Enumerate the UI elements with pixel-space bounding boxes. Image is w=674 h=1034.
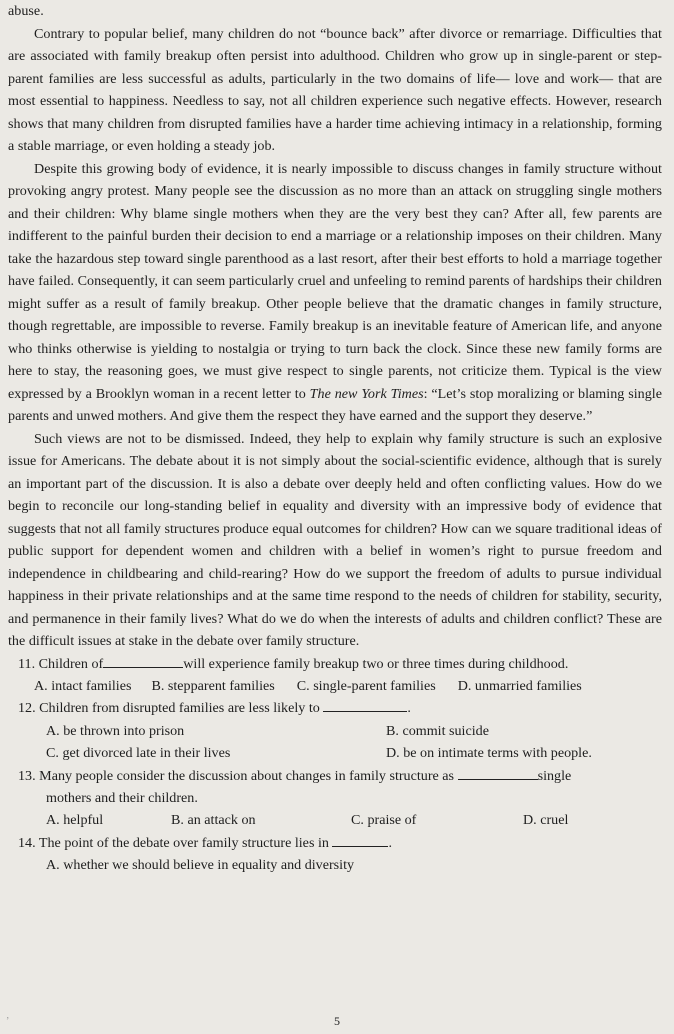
question-text-after: single bbox=[537, 767, 572, 784]
option-d[interactable]: D. unmarried families bbox=[457, 677, 582, 694]
option-c[interactable]: C. praise of bbox=[351, 812, 417, 829]
question-number: 13. bbox=[18, 767, 36, 784]
option-a[interactable]: A. be thrown into prison bbox=[46, 722, 185, 739]
question-continuation: mothers and their children. bbox=[46, 789, 198, 806]
question-text-after: . bbox=[407, 700, 411, 717]
question-text-before: Children of bbox=[38, 655, 104, 672]
reading-passage bbox=[8, 0, 662, 653]
passage-paragraph-2 bbox=[8, 158, 662, 428]
scan-mark-icon: ’ bbox=[6, 1016, 10, 1027]
passage-paragraph-2-text-b: : “Let’s stop moralizing or blaming single parents and unwed mothers. And give them the respect they have earned and the support they deserve.” bbox=[8, 385, 662, 424]
question-text-before: Children from disrupted families are less likely to bbox=[39, 700, 320, 717]
question-12 bbox=[8, 697, 662, 764]
option-a[interactable]: A. intact families bbox=[34, 677, 132, 694]
options-row bbox=[8, 675, 662, 697]
option-b[interactable]: B. commit suicide bbox=[386, 722, 489, 739]
question-list bbox=[8, 653, 662, 877]
passage-paragraph-1: Contrary to popular belief, many children do not “bounce back” after divorce or remarriage. Difficulties that are associated with family breakup often persist into adulthood. Children who grow up in single-parent or step-parent families are less successful as adults, particularly in the two domains of life— love and work— that are most essential to happiness. Needless to say, not all children experience such negative effects. However, research shows that many children from disrupted families have a harder time achieving intimacy in a relationship, forming a stable marriage, or even holding a steady job. bbox=[8, 25, 662, 154]
question-14 bbox=[8, 832, 662, 877]
answer-blank[interactable] bbox=[323, 697, 407, 712]
answer-blank[interactable] bbox=[103, 653, 183, 668]
option-a[interactable]: A. helpful bbox=[46, 812, 104, 829]
option-c[interactable]: C. single-parent families bbox=[296, 677, 436, 694]
question-number: 12. bbox=[18, 700, 36, 717]
passage-fragment: abuse. bbox=[8, 3, 44, 19]
answer-blank[interactable] bbox=[332, 832, 388, 847]
option-b[interactable]: B. stepparent families bbox=[151, 677, 275, 694]
option-c[interactable]: C. get divorced late in their lives bbox=[46, 745, 231, 762]
question-stem bbox=[8, 697, 662, 719]
page-number: 5 bbox=[334, 1014, 340, 1028]
question-text-after: . bbox=[388, 834, 392, 851]
question-number: 14. bbox=[18, 834, 36, 851]
option-b[interactable]: B. an attack on bbox=[171, 812, 256, 829]
question-stem bbox=[8, 765, 662, 787]
option-d[interactable]: D. cruel bbox=[523, 812, 569, 829]
options-row bbox=[8, 809, 662, 831]
question-stem bbox=[8, 832, 662, 854]
question-text-after: will experience family breakup two or three times during childhood. bbox=[183, 655, 569, 672]
question-11 bbox=[8, 653, 662, 698]
question-13 bbox=[8, 765, 662, 832]
question-text-before: Many people consider the discussion about changes in family structure as bbox=[39, 767, 455, 784]
newspaper-title: The new York Times bbox=[309, 385, 424, 402]
passage-paragraph-2-text-a: Despite this growing body of evidence, it is nearly impossible to discuss changes in family structure without provoking angry protest. Many people see the discussion as no more than an attack on struggling single mothers and their children: Why blame single mothers when they are the very best they can? After all, few parents are indifferent to the painful burden their decision to end a marriage or a relationship imposes on their children. Many take the hazardous step toward single parenthood as a last resort, after their best efforts to hold a marriage together have failed. Consequently, it can seem particularly cruel and unfeeling to remind parents of hardships their children might suffer as a result of family breakup. Other people believe that the dramatic changes in family structure, though regrettable, are impossible to reverse. Family breakup is an inevitable feature of American life, and anyone who thinks otherwise is yielding to nostalgia or trying to turn back the clock. Since these new family forms are here to stay, the reasoning goes, we must give respect to single parents, not criticize them. Typical is the view expressed by a Brooklyn woman in a recent letter to bbox=[8, 160, 662, 402]
answer-blank[interactable] bbox=[458, 765, 538, 780]
question-number: 11. bbox=[18, 655, 36, 672]
question-stem bbox=[8, 653, 662, 675]
option-d[interactable]: D. be on intimate terms with people. bbox=[386, 745, 592, 762]
passage-paragraph-3: Such views are not to be dismissed. Indeed, they help to explain why family structure is such an explosive issue for Americans. The debate about it is not simply about the social-scientific evidence, although that is surely an important part of the discussion. It is also a debate over deeply held and often conflicting values. How do we begin to reconcile our long-standing belief in equality and diversity with an impressive body of evidence that suggests that not all family structures produce equal outcomes for children? How can we square traditional ideas of public support for dependent women and children with a belief in women’s right to pursue freedom and independence in childbearing and child-rearing? How do we support the freedom of adults to pursue individual happiness in their private relationships and at the same time respond to the needs of children for stability, security, and permanence in their family lives? What do we do when the interests of adults and children conflict? These are the difficult issues at stake in the debate over family structure. bbox=[8, 430, 662, 649]
option-a[interactable]: A. whether we should believe in equality and diversity bbox=[46, 857, 355, 874]
options-grid bbox=[8, 720, 662, 765]
question-text-before: The point of the debate over family structure lies in bbox=[38, 834, 329, 851]
